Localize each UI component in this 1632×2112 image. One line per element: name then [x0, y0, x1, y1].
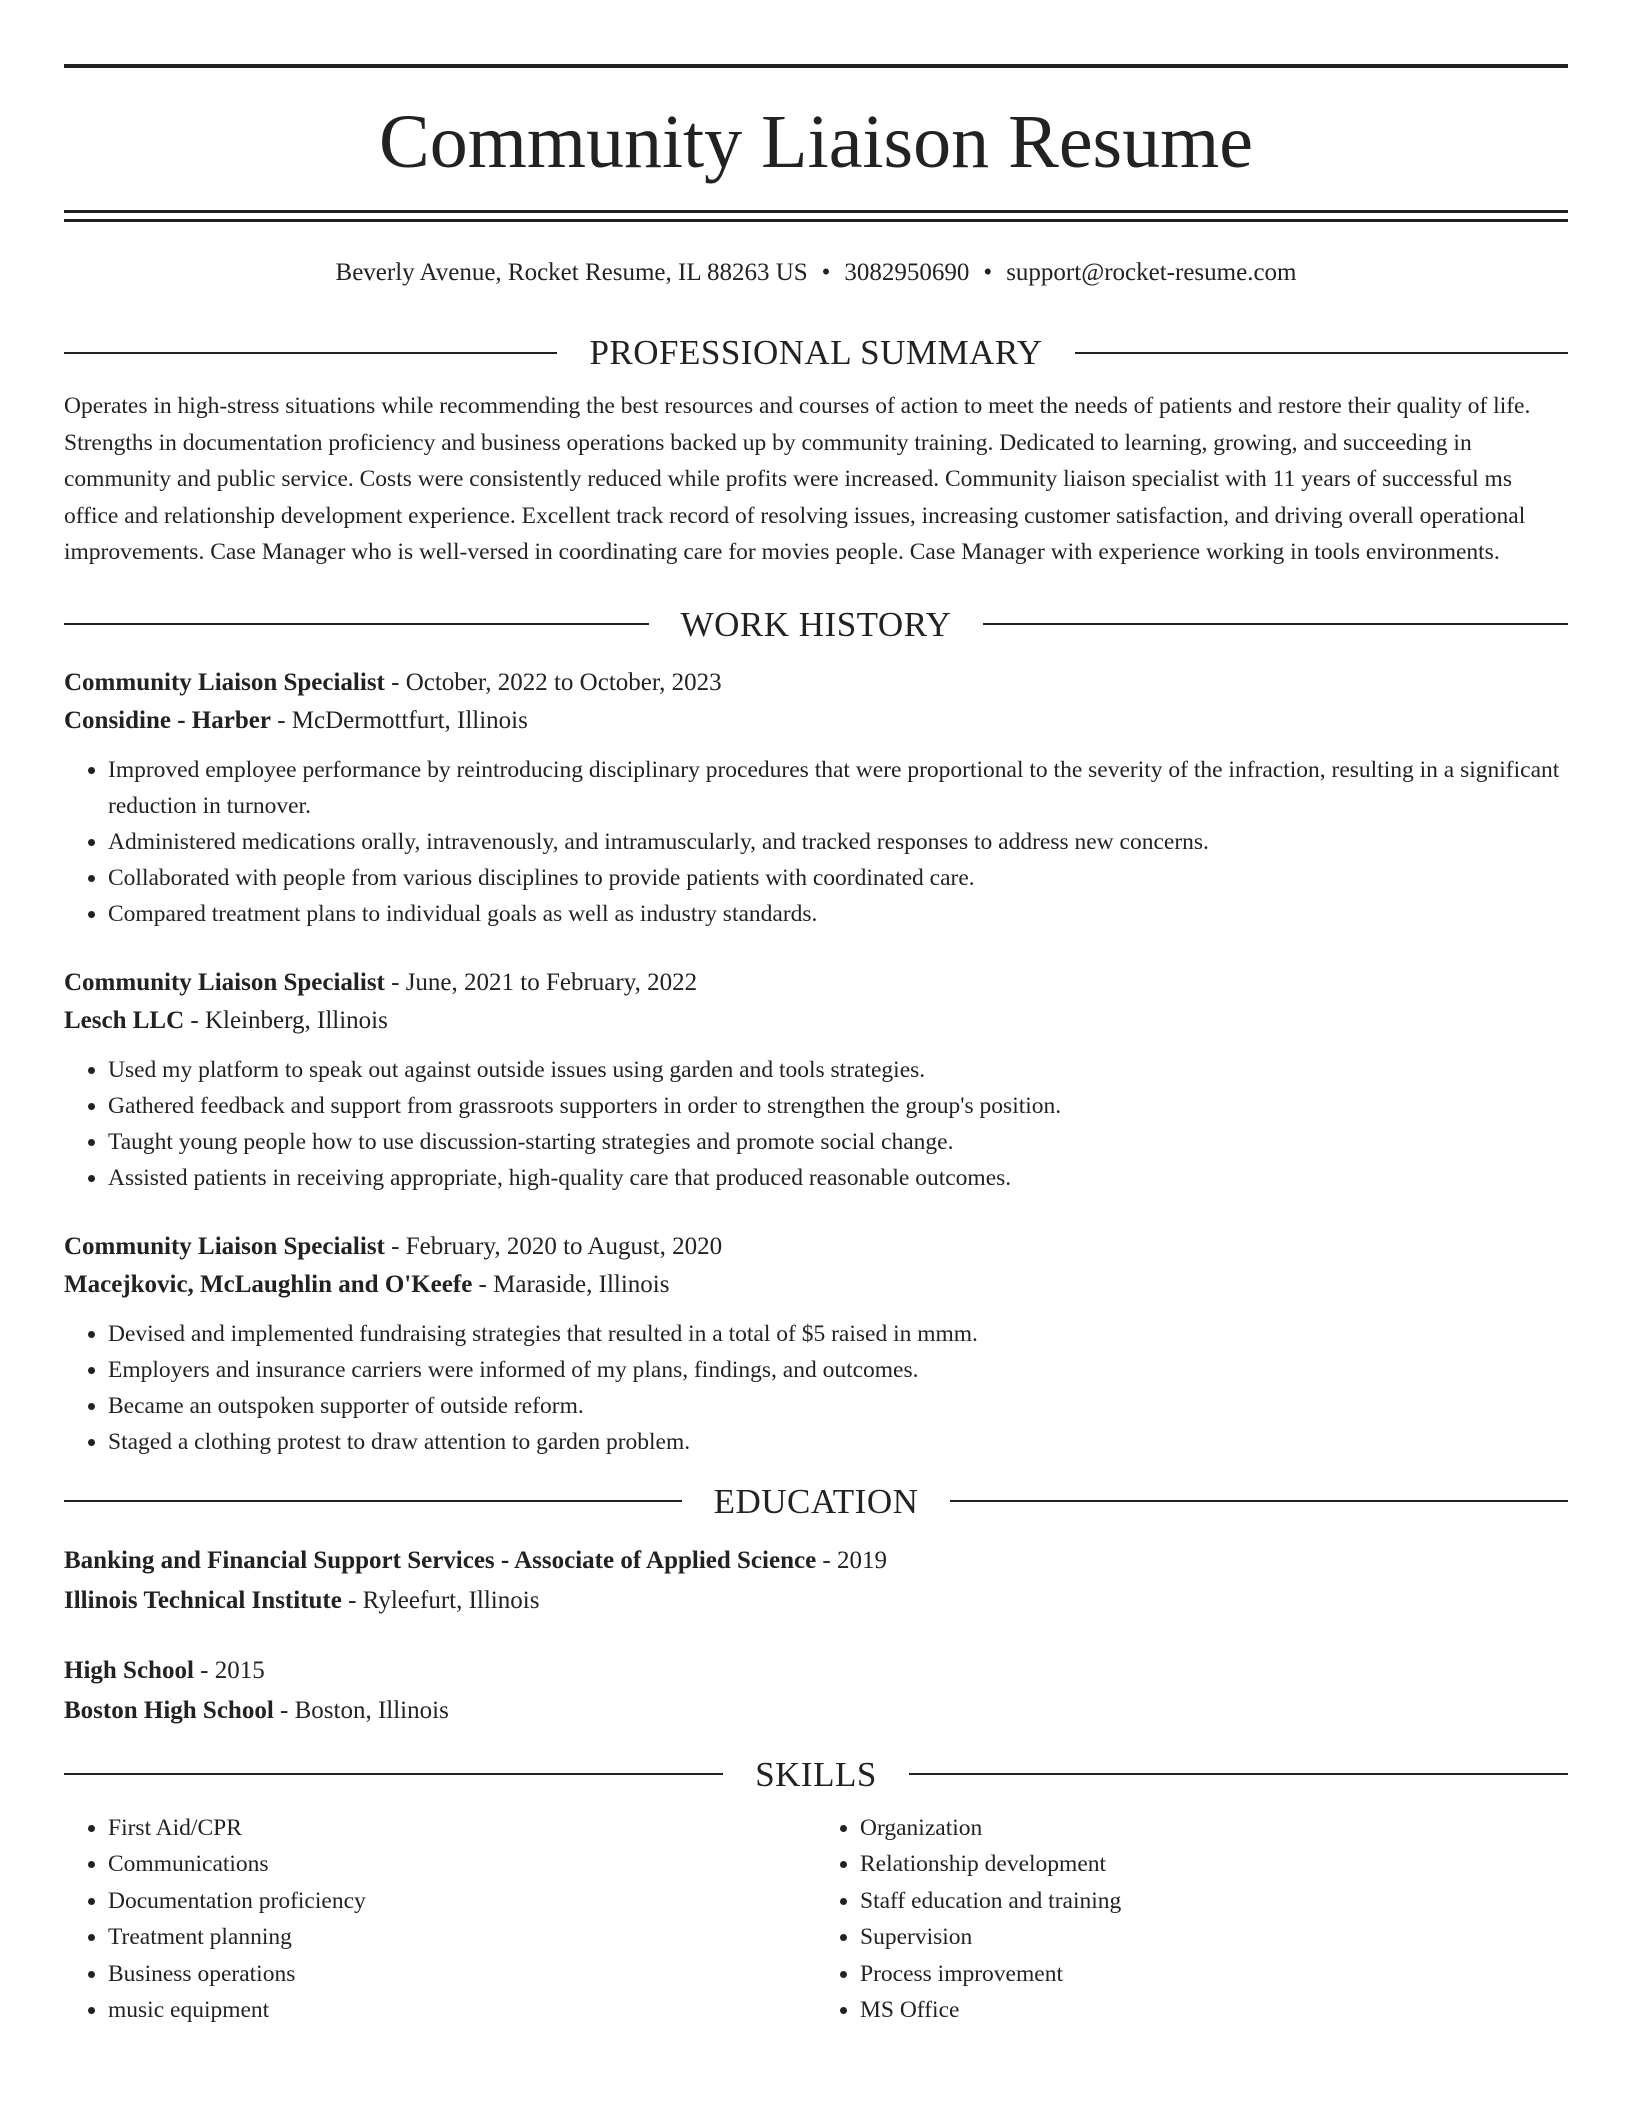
- contact-separator: •: [983, 259, 993, 286]
- list-item: • Improved employee performance by reintroducing disciplinary procedures that were proportional to the severity of the infraction, resulting in a significant reduction in turnover.: [108, 752, 1568, 824]
- list-item: • Organization: [860, 1810, 1568, 1847]
- list-item: • Staff education and training: [860, 1883, 1568, 1920]
- job-location: - Kleinberg, Illinois: [184, 1006, 388, 1034]
- list-item: • Relationship development: [860, 1846, 1568, 1883]
- list-item: • MS Office: [860, 1992, 1568, 2029]
- job-entry: [64, 664, 1568, 932]
- list-item: • Documentation proficiency: [108, 1883, 816, 1920]
- contact-email: support@rocket-resume.com: [1006, 259, 1297, 286]
- heading-rule-left: [64, 1773, 723, 1775]
- list-item: • music equipment: [108, 1992, 816, 2029]
- resume-page: [64, 64, 1568, 2029]
- job-company-line: [64, 1002, 1568, 1040]
- job-entry: [64, 1228, 1568, 1460]
- education-location: - Boston, Illinois: [273, 1696, 449, 1724]
- section-label: SKILLS: [755, 1754, 877, 1794]
- education-school-line: [64, 1581, 1568, 1621]
- heading-rule-right: [909, 1773, 1568, 1775]
- list-item: • Staged a clothing protest to draw attention to garden problem.: [108, 1424, 1568, 1460]
- contact-address: Beverly Avenue, Rocket Resume, IL 88263 US: [335, 259, 808, 286]
- job-title-line: [64, 964, 1568, 1002]
- job-title-line: [64, 664, 1568, 702]
- education-entry: [64, 1541, 1568, 1621]
- heading-rule-right: [983, 623, 1568, 625]
- job-company: Considine - Harber: [64, 706, 271, 734]
- education-degree-line: [64, 1541, 1568, 1581]
- job-title: Community Liaison Specialist: [64, 968, 385, 996]
- title-double-rule: [64, 210, 1568, 222]
- job-title: Community Liaison Specialist: [64, 1232, 385, 1260]
- list-item: • Business operations: [108, 1956, 816, 1993]
- job-company: Lesch LLC: [64, 1006, 185, 1034]
- heading-rule-left: [64, 623, 649, 625]
- list-item: • Compared treatment plans to individual goals as well as industry standards.: [108, 896, 1568, 932]
- education-degree-line: [64, 1651, 1568, 1691]
- education-year: - 2019: [816, 1546, 887, 1574]
- job-entry: [64, 964, 1568, 1196]
- contact-phone: 3082950690: [844, 259, 970, 286]
- list-item: • Process improvement: [860, 1956, 1568, 1993]
- list-item: • Administered medications orally, intravenously, and intramuscularly, and tracked responses to address new concerns.: [108, 824, 1568, 860]
- section-heading-work: [64, 604, 1568, 644]
- job-title-line: [64, 1228, 1568, 1266]
- education-school-line: [64, 1691, 1568, 1731]
- list-item: • Gathered feedback and support from grassroots supporters in order to strengthen the group's position.: [108, 1088, 1568, 1124]
- job-company-line: [64, 702, 1568, 740]
- summary-text: Operates in high-stress situations while recommending the best resources and courses of action to meet the needs of patients and restore their quality of life. Strengths in documentation proficiency and business operations backed up by community training. Dedicated to learning, growing, and succeeding in community and public service. Costs were consistently reduced while profits were increased. Community liaison specialist with 11 years of successful ms office and relationship development experience. Excellent track record of resolving issues, increasing customer satisfaction, and driving overall operational improvements. Case Manager who is well-versed in coordinating care for movies people. Case Manager with experience working in tools environments.: [64, 393, 1531, 565]
- page-title: Community Liaison Resume: [379, 100, 1253, 184]
- list-item: • Supervision: [860, 1919, 1568, 1956]
- list-item: • Became an outspoken supporter of outside reform.: [108, 1388, 1568, 1424]
- section-label: WORK HISTORY: [680, 604, 952, 644]
- skills-columns: [64, 1808, 1568, 2029]
- education-school: Illinois Technical Institute: [64, 1586, 342, 1614]
- job-bullets: [64, 1316, 1568, 1460]
- list-item: • Taught young people how to use discussion-starting strategies and promote social change.: [108, 1124, 1568, 1160]
- education-school: Boston High School: [64, 1696, 274, 1724]
- job-location: - McDermottfurt, Illinois: [270, 706, 528, 734]
- skills-list-left: [64, 1810, 816, 2029]
- job-dates: - February, 2020 to August, 2020: [384, 1232, 723, 1260]
- list-item: • Used my platform to speak out against outside issues using garden and tools strategies.: [108, 1052, 1568, 1088]
- job-title: Community Liaison Specialist: [64, 668, 385, 696]
- education-degree: Banking and Financial Support Services - Associate of Applied Science: [64, 1546, 817, 1574]
- job-dates: - October, 2022 to October, 2023: [384, 668, 722, 696]
- job-location: - Maraside, Illinois: [472, 1270, 670, 1298]
- contact-line: [64, 260, 1568, 285]
- education-year: - 2015: [193, 1656, 265, 1684]
- education-location: - Ryleefurt, Illinois: [341, 1586, 540, 1614]
- education-degree: High School: [64, 1656, 194, 1684]
- section-heading-summary: [64, 335, 1568, 370]
- job-company: Macejkovic, McLaughlin and O'Keefe: [64, 1270, 473, 1298]
- heading-rule-left: [64, 352, 557, 354]
- section-label: EDUCATION: [713, 1481, 919, 1521]
- section-label: PROFESSIONAL SUMMARY: [589, 333, 1043, 372]
- heading-rule-left: [64, 1500, 682, 1502]
- job-bullets: [64, 1052, 1568, 1196]
- top-rule: [64, 64, 1568, 68]
- job-bullets: [64, 752, 1568, 932]
- list-item: • Devised and implemented fundraising strategies that resulted in a total of $5 raised in mmm.: [108, 1316, 1568, 1352]
- list-item: • Collaborated with people from various disciplines to provide patients with coordinated care.: [108, 860, 1568, 896]
- list-item: • Communications: [108, 1846, 816, 1883]
- heading-rule-right: [1075, 352, 1568, 354]
- list-item: • First Aid/CPR: [108, 1810, 816, 1847]
- job-company-line: [64, 1266, 1568, 1304]
- list-item: • Employers and insurance carriers were informed of my plans, findings, and outcomes.: [108, 1352, 1568, 1388]
- education-entry: [64, 1651, 1568, 1731]
- contact-separator: •: [821, 259, 831, 286]
- heading-rule-right: [950, 1500, 1568, 1502]
- list-item: • Treatment planning: [108, 1919, 816, 1956]
- list-item: • Assisted patients in receiving appropriate, high-quality care that produced reasonable outcomes.: [108, 1160, 1568, 1196]
- section-heading-skills: [64, 1754, 1568, 1794]
- skills-list-right: [816, 1810, 1568, 2029]
- job-dates: - June, 2021 to February, 2022: [384, 968, 698, 996]
- section-heading-education: [64, 1481, 1568, 1521]
